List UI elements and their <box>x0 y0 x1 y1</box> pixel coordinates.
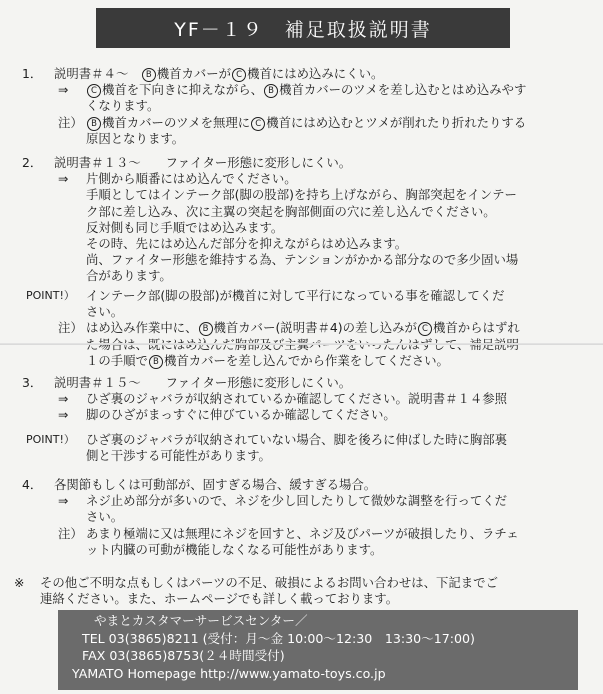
section-number: 3． <box>22 375 43 390</box>
circled-c-mark: C <box>251 117 265 131</box>
instruction-line <box>0 391 603 407</box>
circled-c-mark: C <box>418 322 432 336</box>
note-text: はめ込み作業中に、 <box>86 320 198 336</box>
section-3-point <box>0 432 603 464</box>
instruction-line <box>0 268 603 284</box>
closing-line <box>0 591 603 607</box>
instruction-line <box>0 509 603 525</box>
section-number: 1． <box>22 66 43 81</box>
contact-footer <box>58 610 578 690</box>
point-line <box>0 304 603 320</box>
closing-text: その他ご不明な点もしくはパーツの不足、破損によるお問い合わせは、下記までご <box>40 575 498 590</box>
arrow-marker: ⇒ <box>58 493 69 509</box>
instruction-text: 片側から順番にはめ込んでください。 <box>86 171 297 187</box>
note-text: あまり極端に又は無理にネジを回すと、ネジ及びパーツが破損したり、ラチェ <box>86 525 519 541</box>
section-title: 各関節もしくは可動部が、固すぎる場合、緩すぎる場合。 <box>54 477 377 492</box>
note-marker: 注） <box>58 320 83 336</box>
section-2-point <box>0 288 603 369</box>
point-line <box>0 288 603 304</box>
point-text: ひざ裏のジャバラが収納されていない場合、脚を後ろに伸ばした時に胸部裏 <box>86 432 508 447</box>
paper-fold-line <box>0 343 603 345</box>
closing-note <box>0 575 603 607</box>
instruction-text: 尚、ファイター形態を維持する為、テンションがかかる部分なので多少固い場 <box>86 252 519 268</box>
closing-text: 連絡ください。また、ホームページでも詳しく載っております。 <box>40 591 399 607</box>
instruction-text: 脚のひざがまっすぐに伸びているか確認してください。 <box>86 407 396 423</box>
point-text: さい。 <box>86 304 124 320</box>
instruction-line <box>0 220 603 236</box>
section-2 <box>0 155 603 285</box>
instruction-line <box>0 252 603 268</box>
arrow-marker: ⇒ <box>58 407 69 423</box>
note-line <box>0 353 603 369</box>
customer-center-name: やまとカスタマーサービスセンター／ <box>94 613 308 628</box>
instruction-line <box>0 82 603 98</box>
instruction-line <box>0 236 603 252</box>
instruction-line <box>0 204 603 220</box>
instruction-text: その時、先にはめ込んだ部分を抑えながらはめ込みます。 <box>86 236 408 252</box>
arrow-marker: ⇒ <box>58 391 69 407</box>
arrow-marker: ⇒ <box>58 171 69 187</box>
note-text: 機首カバーのツメを無理に <box>102 114 251 130</box>
instruction-text: 手順としてはインテーク部(脚の股部)を持ち上げながら、胸部突起をインテー <box>86 187 517 203</box>
closing-line <box>0 575 603 591</box>
note-marker: 注） <box>58 525 83 541</box>
section-4 <box>0 477 603 558</box>
note-text: 機首にはめ込むとツメが削れたり折れたりする <box>266 114 527 130</box>
note-line <box>0 115 603 131</box>
point-text: インテーク部(脚の股部)が機首に対して平行になっている事を確認してくだ <box>86 288 505 303</box>
circled-c-mark: C <box>232 68 246 82</box>
note-line <box>0 526 603 542</box>
instruction-text: 合があります。 <box>86 268 172 284</box>
homepage-link[interactable]: YAMATO Homepage http://www.yamato-toys.co.jp <box>72 665 386 681</box>
instruction-text: くなります。 <box>86 98 160 114</box>
section-title: 機首にはめ込みにくい。 <box>247 66 384 81</box>
point-marker: POINT!） <box>26 289 75 302</box>
section-title: 説明書＃４～ <box>54 66 141 81</box>
instruction-line <box>0 98 603 114</box>
circled-c-mark: C <box>87 84 101 98</box>
arrow-marker: ⇒ <box>58 82 69 98</box>
note-line <box>0 320 603 336</box>
instruction-text: ひざ裏のジャバラが収納されているか確認してください。説明書＃１４参照 <box>86 391 508 407</box>
fax-info: FAX 03(3865)8753(２４時間受付) <box>82 648 285 663</box>
document-title <box>96 8 510 48</box>
instruction-text: ク部に差し込み、次に主翼の突起を胸部側面の穴に差し込んでください。 <box>86 203 496 219</box>
section-4-heading <box>0 477 603 493</box>
telephone-info: TEL 03(3865)8211 (受付：月～金 10:00～12:30 13:30～17:00) <box>82 630 475 646</box>
section-title: 説明書＃１３～ ファイター形態に変形しにくい。 <box>54 155 352 170</box>
instruction-line <box>0 171 603 187</box>
note-text: 機首からはずれ <box>432 320 520 336</box>
asterisk-marker: ※ <box>14 575 25 590</box>
note-text: １の手順で <box>86 352 148 368</box>
section-3-heading <box>0 375 603 391</box>
circled-b-mark: B <box>149 355 163 369</box>
instruction-text: さい。 <box>86 509 124 525</box>
section-3 <box>0 375 603 424</box>
section-1-heading <box>0 66 603 82</box>
section-number: 4． <box>22 477 43 492</box>
instruction-line <box>0 407 603 423</box>
document-title-text: YF－１９ 補足取扱説明書 <box>174 18 432 41</box>
note-text: 機首カバー(説明書＃4)の差し込みが <box>213 320 417 336</box>
section-1 <box>0 66 603 147</box>
note-line <box>0 542 603 558</box>
instruction-text: 機首を下向きに抑えながら、 <box>102 82 264 98</box>
note-marker: 注） <box>58 114 83 130</box>
note-line <box>0 131 603 147</box>
circled-b-mark: B <box>199 322 213 336</box>
circled-b-mark: B <box>87 117 101 131</box>
instruction-text: 機首カバーのツメを差し込むとはめ込みやす <box>279 82 527 98</box>
section-number: 2． <box>22 155 43 170</box>
note-text: ット内臓の可動が機能しなくなる可能性があります。 <box>86 541 383 557</box>
note-text: 原因となります。 <box>86 130 185 146</box>
instruction-line <box>0 187 603 203</box>
note-text: 機首カバーを差し込んでから作業をしてください。 <box>163 352 449 368</box>
point-text: 側と干渉する可能性があります。 <box>86 448 271 464</box>
section-2-heading <box>0 155 603 171</box>
point-line <box>0 432 603 448</box>
instruction-text: ネジ止め部分が多いので、ネジを少し回したりして微妙な調整を行ってくだ <box>86 493 508 509</box>
section-title: 説明書＃１５～ ファイター形態に変形しにくい。 <box>54 375 352 390</box>
point-line <box>0 448 603 464</box>
instruction-line <box>0 493 603 509</box>
instruction-text: 反対側も同じ手順ではめ込みます。 <box>86 219 284 235</box>
section-title: 機首カバーが <box>156 66 232 81</box>
point-marker: POINT!） <box>26 433 75 446</box>
circled-b-mark: B <box>264 84 278 98</box>
circled-b-mark: B <box>142 68 156 82</box>
